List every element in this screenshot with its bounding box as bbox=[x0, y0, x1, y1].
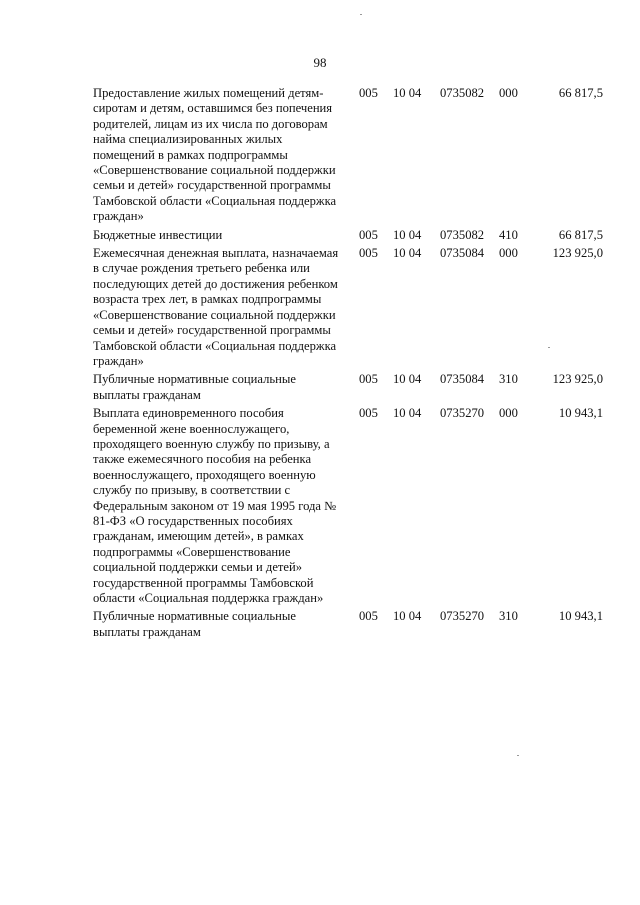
expense-type-code: 000 bbox=[499, 86, 518, 100]
target-article-code: 0735270 bbox=[440, 609, 485, 624]
sum-value: 66 817,5 bbox=[558, 86, 603, 100]
table-row bbox=[93, 372, 603, 403]
sum-value: 123 925,0 bbox=[552, 246, 603, 261]
target-article-code: 0735084 bbox=[440, 246, 485, 261]
target-article-code: 0735082 bbox=[440, 227, 485, 242]
budget-table bbox=[93, 86, 603, 643]
page-number: 98 bbox=[313, 55, 327, 70]
row-description: Выплата единовременного пособия беременной жене военнослужащего, проходящего военную службу по призыву, а также ежемесячного пособия на ребенка военнослужащего, проходящего военную службу по призыву, в соответствии с Федеральным законом от 19 мая 1995 года № 81-ФЗ «О государственных пособиях гражданам, имеющим детей», в рамках подпрограммы «Совершенствование социальной поддержки семьи и детей» государственной программы Тамбовской области «Социальная поддержка граждан» bbox=[93, 406, 337, 605]
row-description: Публичные нормативные социальные выплаты гражданам bbox=[93, 372, 296, 402]
ministry-code: 005 bbox=[359, 406, 378, 421]
target-article-code: 0735082 bbox=[440, 86, 485, 100]
section-code: 10 04 bbox=[393, 372, 422, 387]
sum-value: 66 817,5 bbox=[558, 227, 603, 242]
sum-value: 10 943,1 bbox=[558, 406, 603, 421]
ministry-code: 005 bbox=[359, 246, 378, 261]
expense-type-code: 310 bbox=[499, 372, 518, 387]
scan-speck bbox=[548, 347, 550, 348]
section-code: 10 04 bbox=[393, 227, 422, 242]
ministry-code: 005 bbox=[359, 86, 378, 100]
table-row bbox=[93, 609, 603, 640]
expense-type-code: 410 bbox=[499, 227, 518, 242]
ministry-code: 005 bbox=[359, 227, 378, 242]
section-code: 10 04 bbox=[393, 86, 422, 100]
target-article-code: 0735084 bbox=[440, 372, 485, 387]
sum-value: 10 943,1 bbox=[558, 609, 603, 624]
row-description: Ежемесячная денежная выплата, назначаемая в случае рождения третьего ребенка или последующих детей до достижения ребенком возраста трех лет, в рамках подпрограммы «Совершенствование социальной поддержки семьи и детей» государственной программы Тамбовской области «Социальная поддержка граждан» bbox=[93, 246, 339, 368]
section-code: 10 04 bbox=[393, 246, 422, 261]
scan-speck bbox=[360, 14, 362, 15]
row-description: Публичные нормативные социальные выплаты гражданам bbox=[93, 609, 296, 639]
ministry-code: 005 bbox=[359, 609, 378, 624]
sum-value: 123 925,0 bbox=[552, 372, 603, 387]
table-row bbox=[93, 246, 603, 369]
row-description: Бюджетные инвестиции bbox=[93, 227, 223, 242]
row-description: Предоставление жилых помещений детям-сиротам и детям, оставшимся без попечения родителей, лицам из их числа по договорам найма специализированных жилых помещений в рамках подпрограммы «Совершенствование социальной поддержки семьи и детей» государственной программы Тамбовской области «Социальная поддержка граждан» bbox=[93, 86, 337, 224]
section-code: 10 04 bbox=[393, 609, 422, 624]
expense-type-code: 000 bbox=[499, 246, 518, 261]
target-article-code: 0735270 bbox=[440, 406, 485, 421]
expense-type-code: 310 bbox=[499, 609, 518, 624]
scan-speck bbox=[517, 755, 519, 756]
expense-type-code: 000 bbox=[499, 406, 518, 421]
table-row bbox=[93, 228, 603, 243]
table-row bbox=[93, 406, 603, 606]
section-code: 10 04 bbox=[393, 406, 422, 421]
table-row bbox=[93, 86, 603, 225]
ministry-code: 005 bbox=[359, 372, 378, 387]
